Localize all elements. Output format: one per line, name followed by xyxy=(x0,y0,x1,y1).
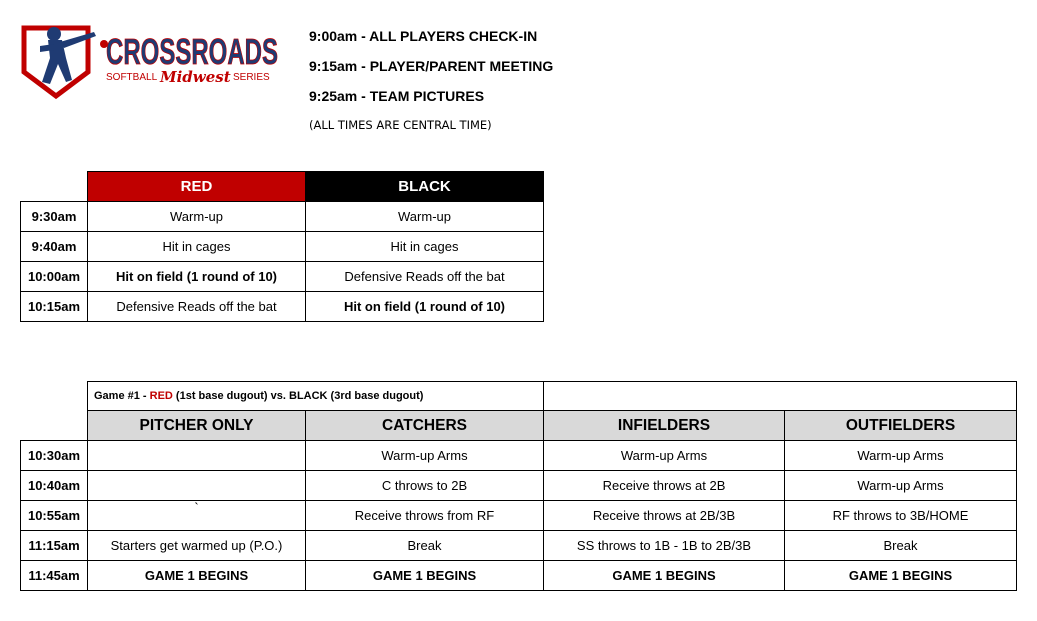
schedule-line: 9:15am - PLAYER/PARENT MEETING xyxy=(309,58,554,74)
game-title-row xyxy=(21,382,1017,411)
infielders-cell: Warm-up Arms xyxy=(544,441,785,471)
logo-subtitle-script: Midwest xyxy=(160,68,231,86)
infielders-cell: Receive throws at 2B/3B xyxy=(544,501,785,531)
game-title-red: RED xyxy=(149,390,173,402)
time-cell: 10:15am xyxy=(21,292,88,322)
time-cell: 9:40am xyxy=(21,232,88,262)
empty-title-cell xyxy=(544,382,1017,411)
pitcher-cell: Starters get warmed up (P.O.) xyxy=(88,531,306,561)
table-row xyxy=(21,531,1017,561)
logo-subtitle-left: SOFTBALL xyxy=(106,72,158,83)
time-cell: 10:40am xyxy=(21,471,88,501)
time-cell: 10:30am xyxy=(21,441,88,471)
infielders-header: INFIELDERS xyxy=(544,411,785,441)
logo-graphic xyxy=(20,18,282,100)
black-activity-cell: Warm-up xyxy=(306,202,544,232)
table-row xyxy=(21,441,1017,471)
outfielders-cell: Break xyxy=(785,531,1017,561)
outfielders-cell: RF throws to 3B/HOME xyxy=(785,501,1017,531)
empty-cell xyxy=(21,411,88,441)
catchers-cell: Warm-up Arms xyxy=(306,441,544,471)
table-row xyxy=(21,232,544,262)
pitcher-cell xyxy=(88,441,306,471)
pitcher-cell xyxy=(88,471,306,501)
empty-cell xyxy=(21,382,88,411)
catchers-cell: GAME 1 BEGINS xyxy=(306,561,544,591)
catchers-cell: C throws to 2B xyxy=(306,471,544,501)
table-row xyxy=(21,471,1017,501)
outfielders-header: OUTFIELDERS xyxy=(785,411,1017,441)
warmup-table xyxy=(20,171,544,322)
table-header-row xyxy=(21,172,544,202)
pitcher-cell: ` xyxy=(88,501,306,531)
red-activity-cell: Hit in cages xyxy=(88,232,306,262)
black-activity-cell: Hit in cages xyxy=(306,232,544,262)
time-cell: 11:15am xyxy=(21,531,88,561)
outfielders-cell: Warm-up Arms xyxy=(785,471,1017,501)
logo-subtitle-right: SERIES xyxy=(233,72,270,83)
timezone-note: (ALL TIMES ARE CENTRAL TIME) xyxy=(309,118,492,132)
schedule-line: 9:00am - ALL PLAYERS CHECK-IN xyxy=(309,28,538,44)
empty-cell xyxy=(21,172,88,202)
logo-title: CROSSROADS xyxy=(106,31,278,72)
infielders-cell: GAME 1 BEGINS xyxy=(544,561,785,591)
outfielders-cell: GAME 1 BEGINS xyxy=(785,561,1017,591)
game-table xyxy=(20,381,1017,591)
schedule-line: 9:25am - TEAM PICTURES xyxy=(309,88,485,104)
catchers-cell: Break xyxy=(306,531,544,561)
infielders-cell: SS throws to 1B - 1B to 2B/3B xyxy=(544,531,785,561)
red-team-header: RED xyxy=(88,172,306,202)
catchers-header: CATCHERS xyxy=(306,411,544,441)
table-row xyxy=(21,202,544,232)
black-activity-cell: Hit on field (1 round of 10) xyxy=(306,292,544,322)
red-activity-cell: Defensive Reads off the bat xyxy=(88,292,306,322)
black-team-header: BLACK xyxy=(306,172,544,202)
catchers-cell: Receive throws from RF xyxy=(306,501,544,531)
table-row xyxy=(21,501,1017,531)
crossroads-logo xyxy=(20,18,282,100)
time-cell: 10:00am xyxy=(21,262,88,292)
table-row xyxy=(21,292,544,322)
pitcher-header: PITCHER ONLY xyxy=(88,411,306,441)
black-activity-cell: Defensive Reads off the bat xyxy=(306,262,544,292)
pitcher-cell: GAME 1 BEGINS xyxy=(88,561,306,591)
game-title xyxy=(88,382,544,411)
infielders-cell: Receive throws at 2B xyxy=(544,471,785,501)
red-activity-cell: Hit on field (1 round of 10) xyxy=(88,262,306,292)
table-row xyxy=(21,561,1017,591)
time-cell: 9:30am xyxy=(21,202,88,232)
time-cell: 11:45am xyxy=(21,561,88,591)
red-activity-cell: Warm-up xyxy=(88,202,306,232)
position-header-row xyxy=(21,411,1017,441)
game-title-suffix: (1st base dugout) vs. BLACK (3rd base dugout) xyxy=(172,390,424,402)
game-title-prefix: Game #1 - xyxy=(94,390,150,402)
time-cell: 10:55am xyxy=(21,501,88,531)
schedule-header xyxy=(309,26,553,135)
outfielders-cell: Warm-up Arms xyxy=(785,441,1017,471)
table-row xyxy=(21,262,544,292)
